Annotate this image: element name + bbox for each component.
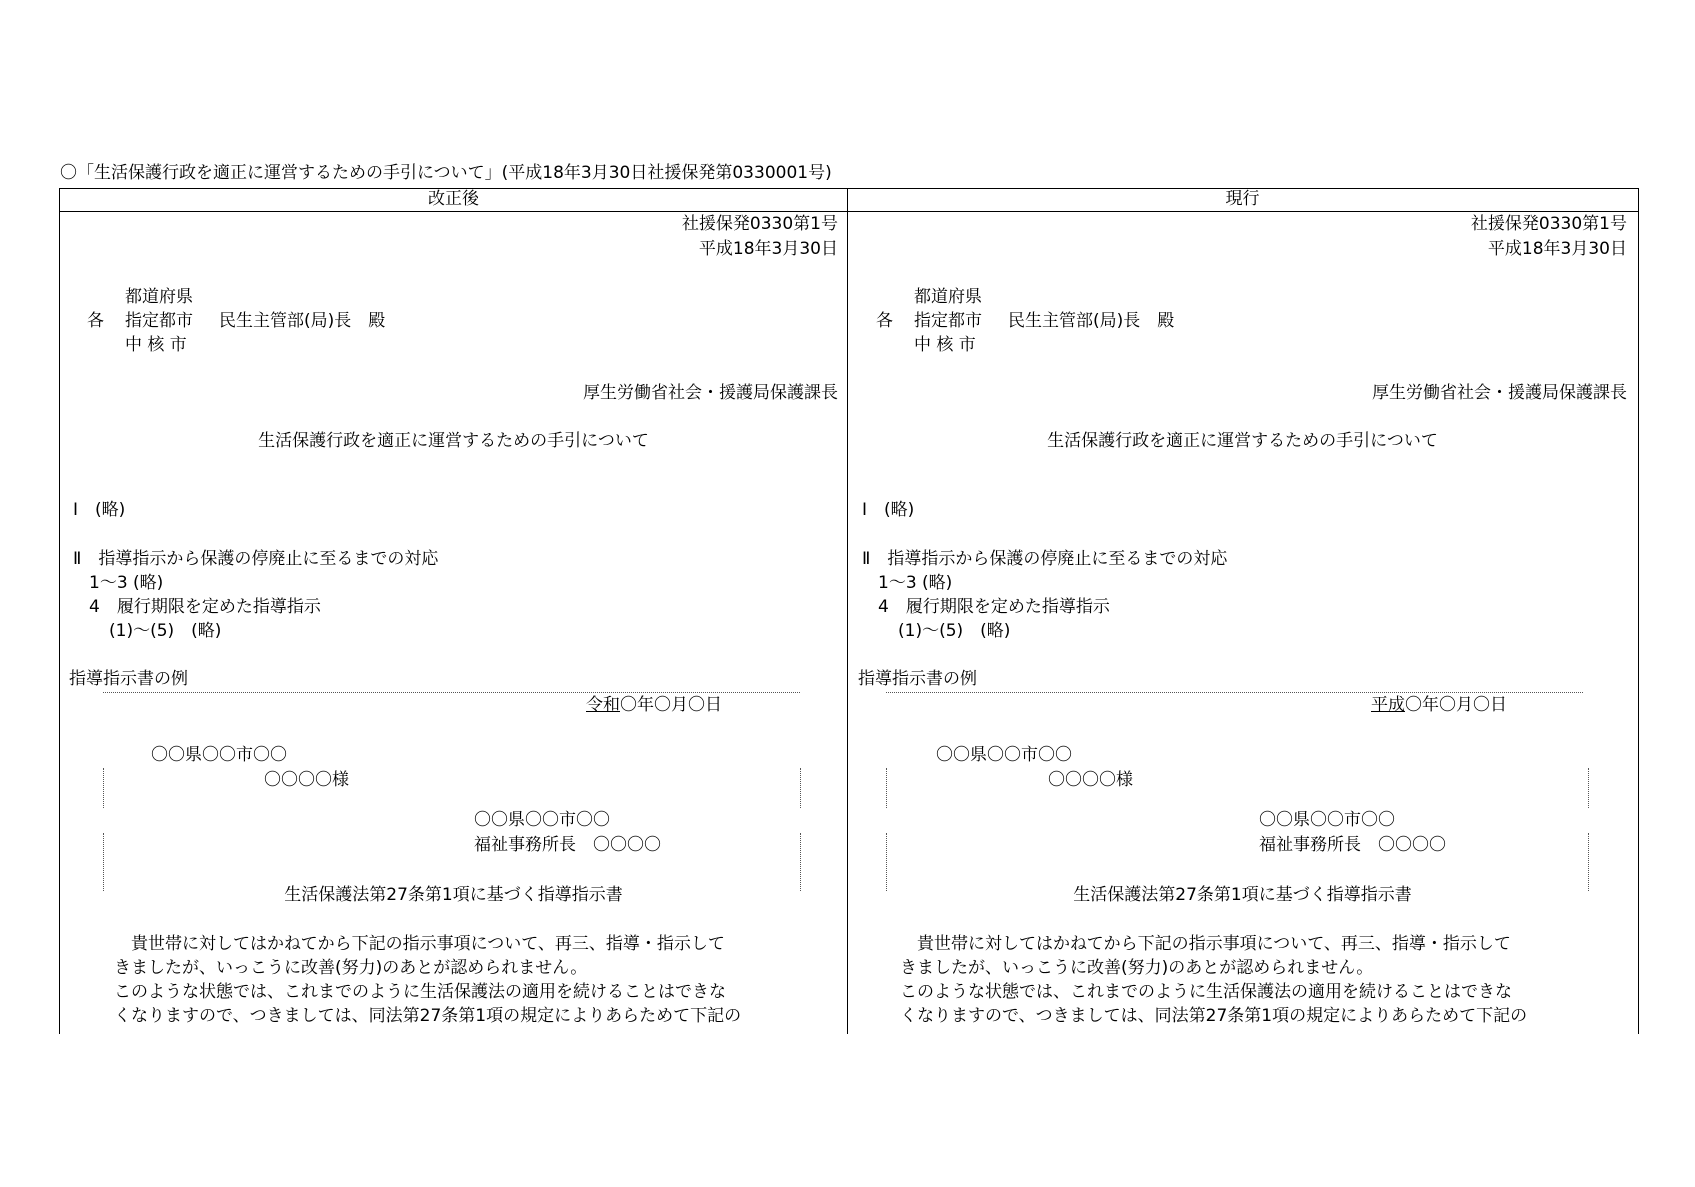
example-frame-right-2: [1588, 833, 1589, 891]
example-frame-top: [103, 692, 800, 693]
example-body-line-4: くなりますので、つきましては、同法第27条第1項の規定によりあらためて下記の: [900, 1006, 1528, 1026]
section-2-items-1-3: 1～3 (略): [89, 573, 164, 593]
addressee-recipient: 民生主管部(局)長 殿: [219, 311, 386, 331]
section-2: Ⅱ 指導指示から保護の停廃止に至るまでの対応: [73, 549, 439, 569]
section-2-items-1-3: 1～3 (略): [878, 573, 953, 593]
example-frame-left-1: [886, 768, 887, 808]
addressee-designated-cities: 指定都市: [914, 311, 982, 331]
example-recipient-address: 〇〇県〇〇市〇〇: [151, 745, 287, 765]
example-frame-right-2: [800, 833, 801, 891]
column-current: [848, 188, 1637, 1034]
example-body-line-2: きましたが、いっこうに改善(努力)のあとが認められません。: [114, 958, 588, 978]
section-2-item-4: 4 履行期限を定めた指導指示: [878, 597, 1110, 617]
sender: 厚生労働省社会・援護局保護課長: [1372, 383, 1627, 403]
example-office-address: 〇〇県〇〇市〇〇: [1259, 810, 1395, 830]
section-1: Ⅰ (略): [862, 500, 915, 520]
addressee-each: 各: [876, 311, 893, 331]
example-title: 指導指示書の例: [69, 669, 188, 689]
section-2-item-4: 4 履行期限を定めた指導指示: [89, 597, 321, 617]
example-recipient-name: 〇〇〇〇様: [1048, 770, 1133, 790]
example-frame-top: [886, 692, 1583, 693]
example-subject: 生活保護法第27条第1項に基づく指導指示書: [284, 885, 623, 905]
addressee-prefectures: 都道府県: [125, 287, 193, 307]
column-revised: [59, 188, 848, 1034]
notice-number: 社援保発0330第1号: [681, 214, 838, 234]
section-2: Ⅱ 指導指示から保護の停廃止に至るまでの対応: [862, 549, 1228, 569]
notice-subject: 生活保護行政を適正に運営するための手引について: [258, 431, 649, 451]
example-body-line-3: このような状態では、これまでのように生活保護法の適用を続けることはできな: [900, 982, 1512, 1002]
example-recipient-name: 〇〇〇〇様: [264, 770, 349, 790]
sender: 厚生労働省社会・援護局保護課長: [583, 383, 838, 403]
example-body-line-4: くなりますので、つきましては、同法第27条第1項の規定によりあらためて下記の: [114, 1006, 742, 1026]
column-header-current: 現行: [1225, 189, 1260, 209]
notice-date: 平成18年3月30日: [698, 239, 838, 259]
example-body-line-3: このような状態では、これまでのように生活保護法の適用を続けることはできな: [114, 982, 726, 1002]
addressee-core-cities: 中 核 市: [914, 335, 976, 355]
example-office-head: 福祉事務所長 〇〇〇〇: [474, 835, 661, 855]
example-recipient-address: 〇〇県〇〇市〇〇: [936, 745, 1072, 765]
example-body-line-1: 貴世帯に対してはかねてから下記の指示事項について、再三、指導・指示して: [114, 934, 725, 954]
section-2-item-4-sub: (1)～(5) (略): [898, 621, 1011, 641]
document-title: 〇「生活保護行政を適正に運営するための手引について」(平成18年3月30日社援保発第0330001号): [60, 163, 832, 183]
example-frame-left-1: [103, 768, 104, 808]
example-subject: 生活保護法第27条第1項に基づく指導指示書: [1073, 885, 1412, 905]
addressee-core-cities: 中 核 市: [125, 335, 187, 355]
era-name: 平成: [1371, 695, 1405, 715]
example-title: 指導指示書の例: [858, 669, 977, 689]
notice-subject: 生活保護行政を適正に運営するための手引について: [1047, 431, 1438, 451]
section-2-item-4-sub: (1)～(5) (略): [109, 621, 222, 641]
section-1: Ⅰ (略): [73, 500, 126, 520]
example-frame-right-1: [1588, 768, 1589, 808]
era-name: 令和: [586, 695, 620, 715]
addressee-designated-cities: 指定都市: [125, 311, 193, 331]
example-body-line-2: きましたが、いっこうに改善(努力)のあとが認められません。: [900, 958, 1374, 978]
example-date: 平成〇年〇月〇日: [1371, 695, 1507, 715]
notice-date: 平成18年3月30日: [1487, 239, 1627, 259]
example-frame-right-1: [800, 768, 801, 808]
example-frame-left-2: [886, 833, 887, 891]
column-header-revised: 改正後: [428, 189, 479, 209]
example-office-address: 〇〇県〇〇市〇〇: [474, 810, 610, 830]
addressee-each: 各: [87, 311, 104, 331]
notice-number: 社援保発0330第1号: [1470, 214, 1627, 234]
addressee-recipient: 民生主管部(局)長 殿: [1008, 311, 1175, 331]
example-office-head: 福祉事務所長 〇〇〇〇: [1259, 835, 1446, 855]
addressee-prefectures: 都道府県: [914, 287, 982, 307]
example-date: 令和〇年〇月〇日: [586, 695, 722, 715]
example-body-line-1: 貴世帯に対してはかねてから下記の指示事項について、再三、指導・指示して: [900, 934, 1511, 954]
example-frame-left-2: [103, 833, 104, 891]
